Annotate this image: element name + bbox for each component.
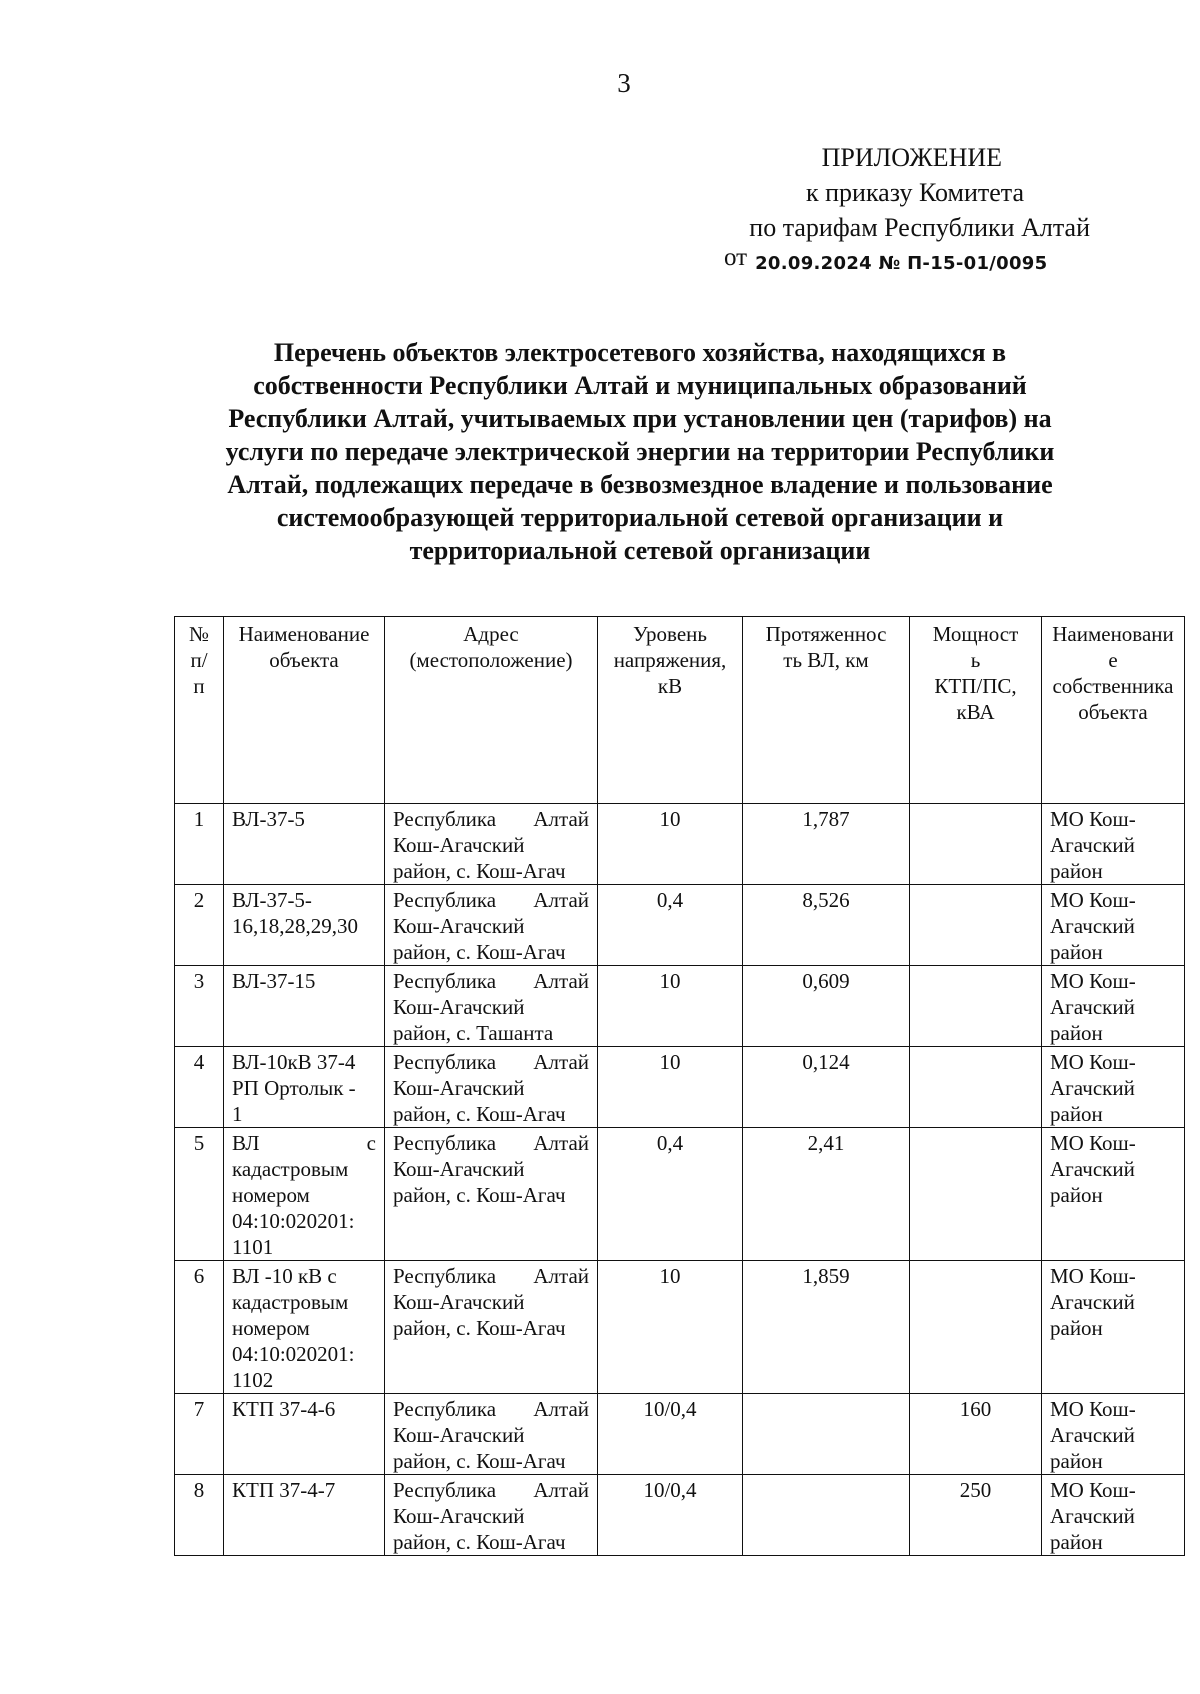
title-line: собственности Республики Алтай и муниципальных образований (253, 371, 1027, 400)
cell-object-name: ВЛ-37-5- 16,18,28,29,30 (224, 885, 385, 966)
cell-length (743, 1394, 910, 1475)
cell-number: 3 (175, 966, 224, 1047)
cell-address: Республика Алтай Кош-Агачский район, с. Кош-Агач (385, 1128, 598, 1261)
cell-object-name: КТП 37-4-6 (224, 1394, 385, 1475)
cell-address: Республика Алтай Кош-Агачский район, с. Ташанта (385, 966, 598, 1047)
cell-address: Республика Алтай Кош-Агачский район, с. Кош-Агач (385, 1261, 598, 1394)
header-power: Мощност ь КТП/ПС, кВА (910, 617, 1042, 804)
cell-length: 8,526 (743, 885, 910, 966)
table-row (175, 966, 1185, 1047)
objects-table (174, 616, 1185, 1556)
cell-address: Республика Алтай Кош-Агачский район, с. Кош-Агач (385, 1394, 598, 1475)
cell-length (743, 1475, 910, 1556)
cell-object-name: КТП 37-4-7 (224, 1475, 385, 1556)
cell-owner: МО Кош- Агачский район (1042, 966, 1185, 1047)
title-line: Алтай, подлежащих передаче в безвозмездное владение и пользование (227, 470, 1053, 499)
document-title (200, 336, 1080, 567)
title-line: системообразующей территориальной сетевой организации и (276, 503, 1004, 532)
cell-power (910, 1261, 1042, 1394)
cell-power (910, 885, 1042, 966)
cell-voltage: 10 (598, 966, 743, 1047)
cell-power (910, 804, 1042, 885)
cell-owner: МО Кош- Агачский район (1042, 1261, 1185, 1394)
appendix-block (670, 140, 1090, 245)
cell-owner: МО Кош- Агачский район (1042, 1394, 1185, 1475)
table-row (175, 1475, 1185, 1556)
cell-address: Республика Алтай Кош-Агачский район, с. Кош-Агач (385, 1475, 598, 1556)
cell-number: 8 (175, 1475, 224, 1556)
cell-owner: МО Кош- Агачский район (1042, 1128, 1185, 1261)
cell-object-name: ВЛ-37-15 (224, 966, 385, 1047)
cell-voltage: 10 (598, 1047, 743, 1128)
cell-voltage: 10/0,4 (598, 1475, 743, 1556)
header-number: № п/ п (175, 617, 224, 804)
appendix-title: ПРИЛОЖЕНИЕ (821, 143, 1002, 172)
cell-object-name: ВЛ-37-5 (224, 804, 385, 885)
table-row (175, 1261, 1185, 1394)
cell-voltage: 10 (598, 804, 743, 885)
header-object-name: Наименование объекта (224, 617, 385, 804)
header-address: Адрес (местоположение) (385, 617, 598, 804)
appendix-line-1: к приказу Комитета (805, 178, 1024, 207)
cell-owner: МО Кош- Агачский район (1042, 804, 1185, 885)
order-number: 20.09.2024 № П-15-01/0095 (755, 253, 1048, 274)
header-owner: Наименовани е собственника объекта (1042, 617, 1185, 804)
cell-length: 0,124 (743, 1047, 910, 1128)
cell-voltage: 0,4 (598, 885, 743, 966)
title-line: территориальной сетевой организации (409, 536, 871, 565)
cell-length: 0,609 (743, 966, 910, 1047)
cell-voltage: 10/0,4 (598, 1394, 743, 1475)
cell-address: Республика Алтай Кош-Агачский район, с. Кош-Агач (385, 885, 598, 966)
title-line: услуги по передаче электрической энергии на территории Республики (225, 437, 1055, 466)
cell-object-name: ВЛ -10 кВ с кадастровым номером 04:10:020201: 1102 (224, 1261, 385, 1394)
table-row (175, 1128, 1185, 1261)
cell-object-name: ВЛ-10кВ 37-4 РП Ортолык - 1 (224, 1047, 385, 1128)
cell-number: 7 (175, 1394, 224, 1475)
cell-number: 5 (175, 1128, 224, 1261)
cell-number: 6 (175, 1261, 224, 1394)
cell-number: 2 (175, 885, 224, 966)
cell-voltage: 0,4 (598, 1128, 743, 1261)
cell-object-name: ВЛ с кадастровым номером 04:10:020201: 1101 (224, 1128, 385, 1261)
table-row (175, 1047, 1185, 1128)
header-length: Протяженнос ть ВЛ, км (743, 617, 910, 804)
title-line: Перечень объектов электросетевого хозяйства, находящихся в (273, 338, 1007, 367)
cell-address: Республика Алтай Кош-Агачский район, с. Кош-Агач (385, 1047, 598, 1128)
title-line: Республики Алтай, учитываемых при установлении цен (тарифов) на (228, 404, 1052, 433)
cell-power (910, 966, 1042, 1047)
cell-number: 1 (175, 804, 224, 885)
order-reference (724, 244, 1047, 276)
table-row (175, 1394, 1185, 1475)
cell-length: 2,41 (743, 1128, 910, 1261)
cell-owner: МО Кош- Агачский район (1042, 885, 1185, 966)
table-row (175, 804, 1185, 885)
cell-address: Республика Алтай Кош-Агачский район, с. Кош-Агач (385, 804, 598, 885)
cell-length: 1,787 (743, 804, 910, 885)
table-row (175, 885, 1185, 966)
cell-owner: МО Кош- Агачский район (1042, 1047, 1185, 1128)
cell-voltage: 10 (598, 1261, 743, 1394)
header-voltage: Уровень напряжения, кВ (598, 617, 743, 804)
cell-power: 160 (910, 1394, 1042, 1475)
cell-power: 250 (910, 1475, 1042, 1556)
table-header-row (175, 617, 1185, 804)
page-number: 3 (617, 68, 631, 98)
cell-number: 4 (175, 1047, 224, 1128)
order-ot-label: от (724, 244, 748, 271)
cell-power (910, 1128, 1042, 1261)
cell-owner: МО Кош- Агачский район (1042, 1475, 1185, 1556)
cell-length: 1,859 (743, 1261, 910, 1394)
cell-power (910, 1047, 1042, 1128)
appendix-line-2: по тарифам Республики Алтай (749, 213, 1090, 242)
